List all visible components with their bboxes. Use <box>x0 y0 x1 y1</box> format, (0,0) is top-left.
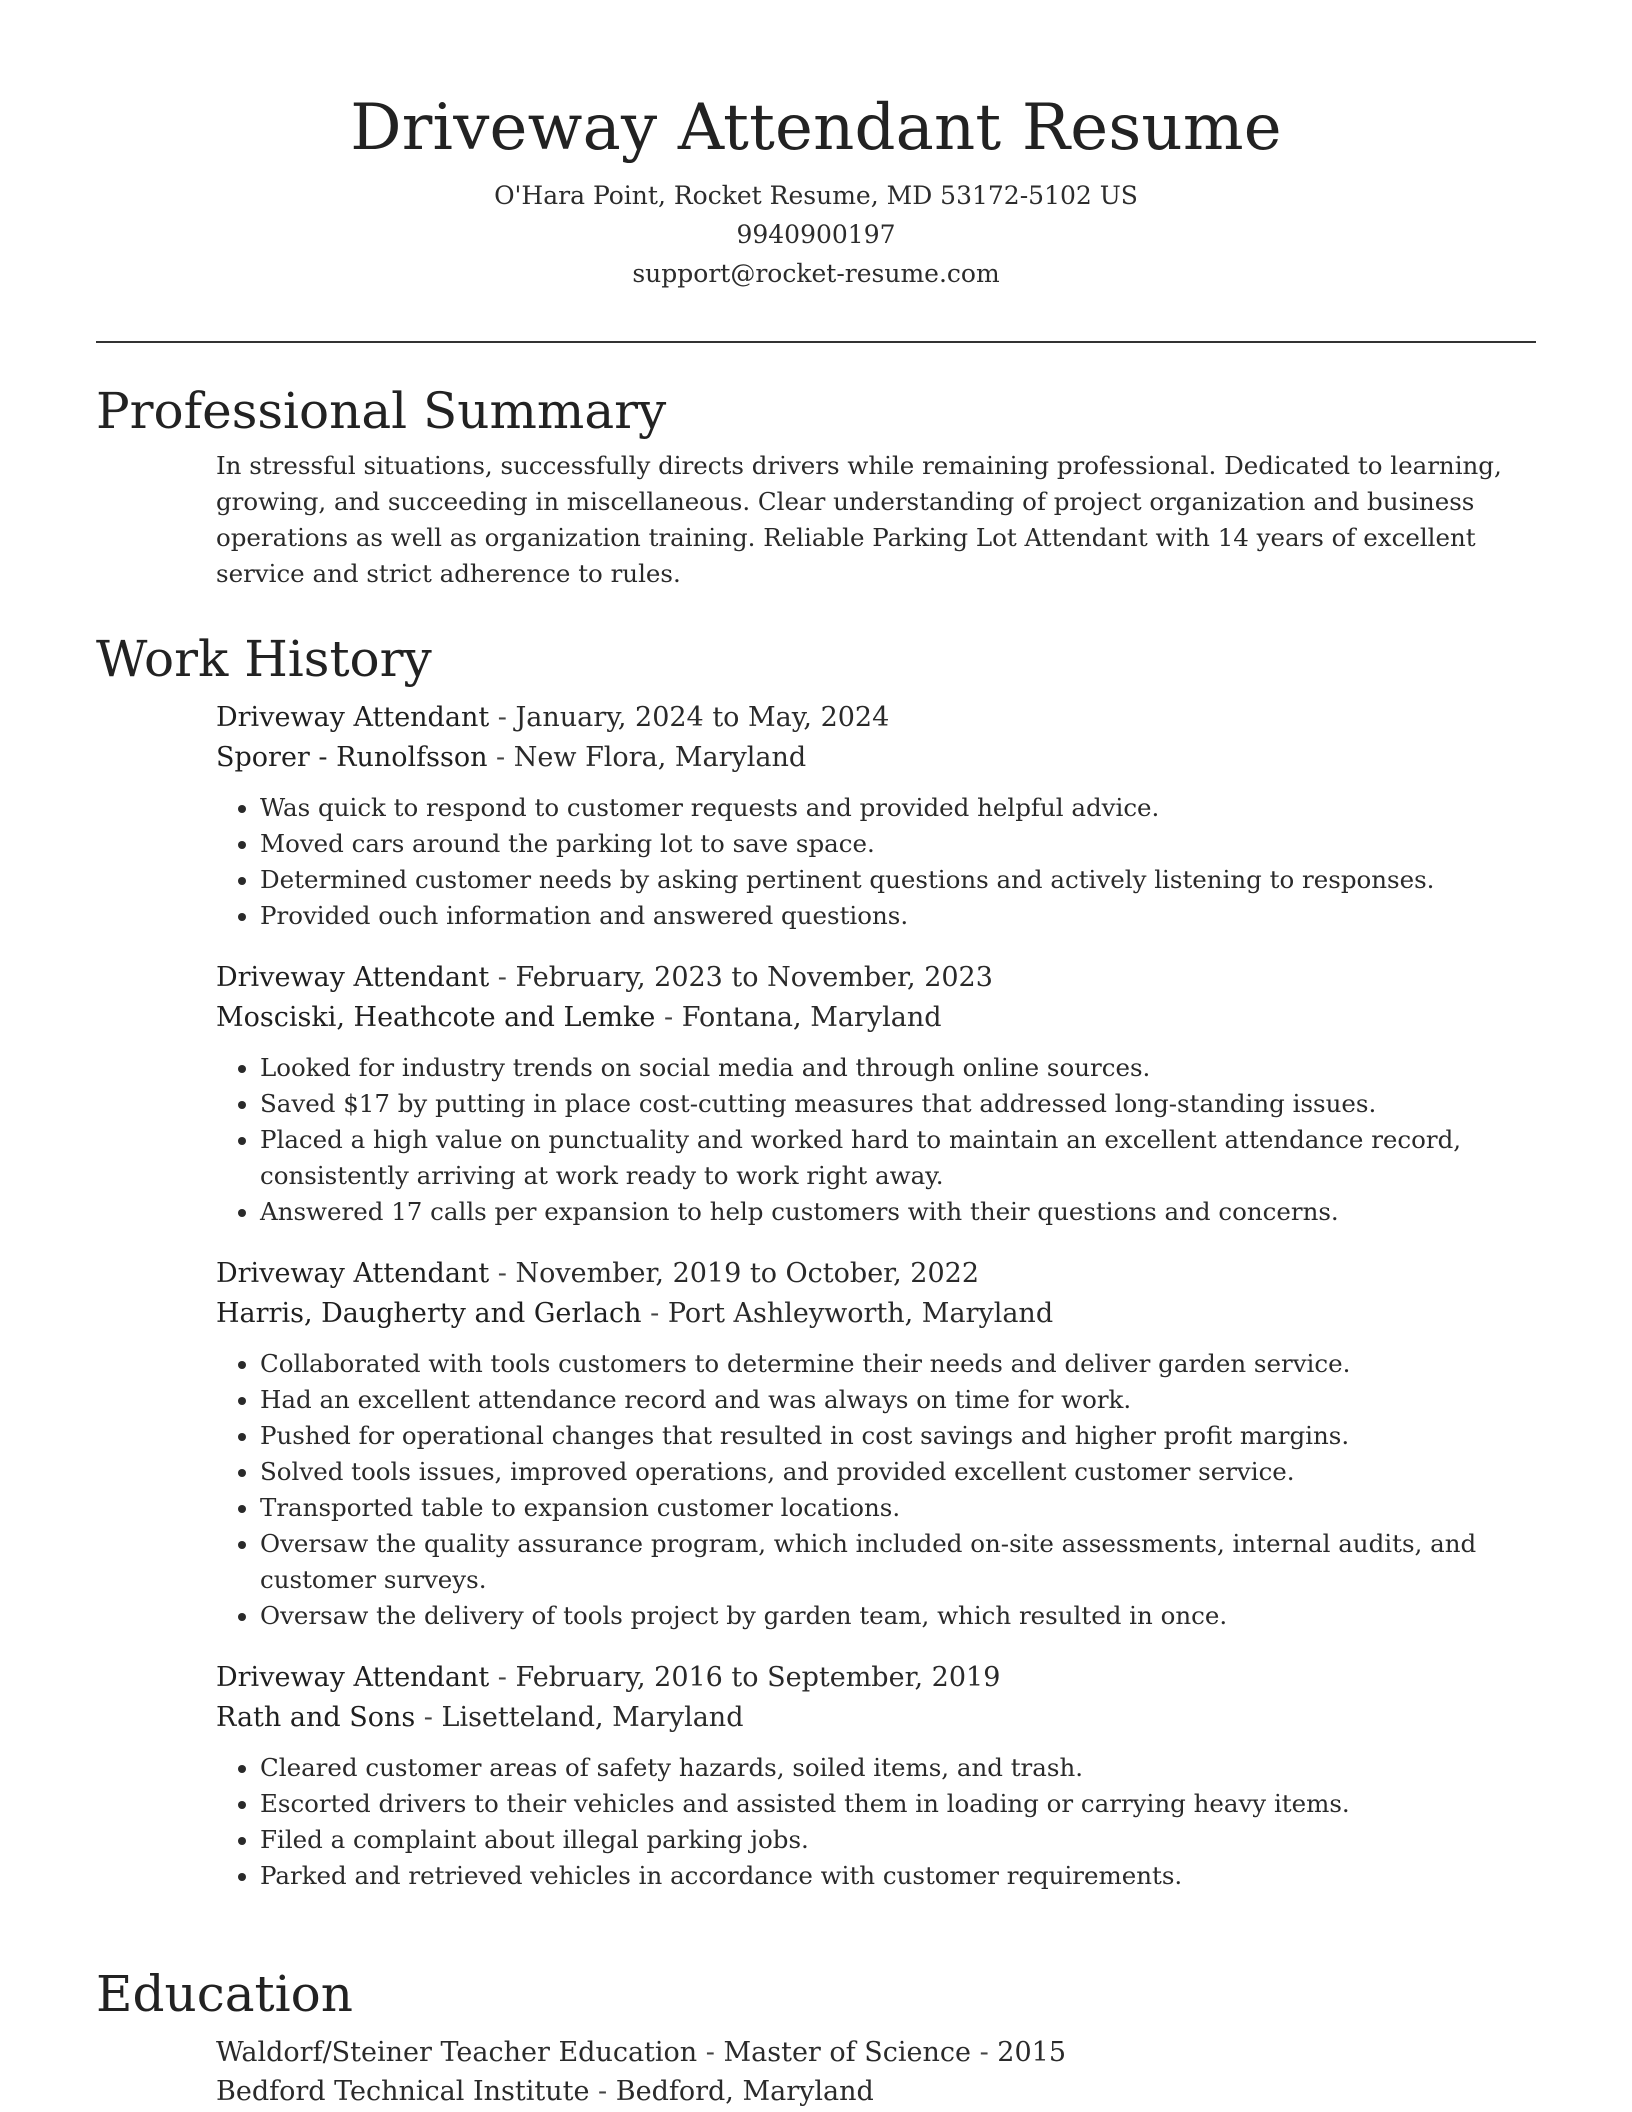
bullet-item: • Oversaw the delivery of tools project by garden team, which resulted in once. <box>260 1598 1536 1634</box>
education-section <box>96 1963 1536 2111</box>
job-employer: Rath and Sons <box>216 1702 416 1733</box>
job-title-line: Driveway Attendant - February, 2023 to November, 2023 <box>216 962 993 993</box>
resume-header <box>0 0 1632 293</box>
job-employer-line: Sporer - Runolfsson - New Flora, Maryland <box>216 742 807 773</box>
bullet-item: • Had an excellent attendance record and was always on time for work. <box>260 1382 1536 1418</box>
contact-phone: 9940900197 <box>736 220 896 249</box>
bullet-item: • Moved cars around the parking lot to save space. <box>260 826 1536 862</box>
job-employer-line: Mosciski, Heathcote and Lemke - Fontana, Maryland <box>216 1002 942 1033</box>
bullet-item: • Filed a complaint about illegal parking jobs. <box>260 1822 1536 1858</box>
job-title: Driveway Attendant <box>216 702 490 733</box>
bullet-item: • Cleared customer areas of safety hazards, soiled items, and trash. <box>260 1750 1536 1786</box>
contact-block <box>0 176 1632 293</box>
job-title: Driveway Attendant <box>216 962 490 993</box>
job-location: Lisetteland, Maryland <box>441 1702 744 1733</box>
job-entry <box>216 1658 1536 1894</box>
bullet-item: • Parked and retrieved vehicles in accordance with customer requirements. <box>260 1858 1536 1894</box>
education-year: 2015 <box>997 2037 1066 2068</box>
job-location: Port Ashleyworth, Maryland <box>667 1298 1054 1329</box>
education-program: Waldorf/Steiner Teacher Education <box>216 2037 698 2068</box>
job-bullets <box>216 790 1536 934</box>
bullet-item: • Saved $17 by putting in place cost-cutting measures that addressed long-standing issues. <box>260 1086 1536 1122</box>
education-degree: Master of Science <box>723 2037 971 2068</box>
job-entry <box>216 698 1536 934</box>
job-dates: November, 2019 to October, 2022 <box>515 1258 979 1289</box>
job-title-line: Driveway Attendant - January, 2024 to May, 2024 <box>216 702 890 733</box>
job-location: Fontana, Maryland <box>681 1002 942 1033</box>
bullet-item: • Oversaw the quality assurance program, which included on-site assessments, internal audits, and customer surveys. <box>260 1526 1536 1598</box>
bullet-item: • Solved tools issues, improved operations, and provided excellent customer service. <box>260 1454 1536 1490</box>
job-entry <box>216 1254 1536 1634</box>
job-employer: Sporer - Runolfsson <box>216 742 488 773</box>
job-bullets <box>216 1750 1536 1894</box>
job-title: Driveway Attendant <box>216 1662 490 1693</box>
job-title-line: Driveway Attendant - February, 2016 to September, 2019 <box>216 1662 1001 1693</box>
education-heading: Education <box>96 1965 353 2023</box>
contact-email: support@rocket-resume.com <box>632 259 1000 288</box>
summary-text: In stressful situations, successfully directs drivers while remaining professional. Dedicated to learning, growing, and succeeding in miscellaneous. Clear understanding of project organization and business operations as well as organization training. Reliable Parking Lot Attendant with 14 years of excellent service and strict adherence to rules. <box>216 451 1502 588</box>
summary-section <box>96 380 1536 592</box>
education-degree-line: Waldorf/Steiner Teacher Education - Master of Science - 2015 <box>216 2037 1066 2068</box>
bullet-item: • Escorted drivers to their vehicles and assisted them in loading or carrying heavy items. <box>260 1786 1536 1822</box>
job-title-line: Driveway Attendant - November, 2019 to October, 2022 <box>216 1258 979 1289</box>
resume-title: Driveway Attendant Resume <box>350 91 1282 165</box>
work-history-section <box>96 628 1536 1918</box>
education-school-line: Bedford Technical Institute - Bedford, Maryland <box>216 2076 874 2107</box>
bullet-item: • Determined customer needs by asking pertinent questions and actively listening to responses. <box>260 862 1536 898</box>
summary-heading: Professional Summary <box>96 382 667 440</box>
bullet-item: • Was quick to respond to customer requests and provided helpful advice. <box>260 790 1536 826</box>
bullet-item: • Transported table to expansion customer locations. <box>260 1490 1536 1526</box>
job-dates: February, 2016 to September, 2019 <box>515 1662 1001 1693</box>
job-employer: Mosciski, Heathcote and Lemke <box>216 1002 656 1033</box>
job-title: Driveway Attendant <box>216 1258 490 1289</box>
job-employer-line: Rath and Sons - Lisetteland, Maryland <box>216 1702 744 1733</box>
education-location: Bedford, Maryland <box>615 2076 874 2107</box>
job-bullets <box>216 1346 1536 1634</box>
bullet-item: • Provided ouch information and answered questions. <box>260 898 1536 934</box>
job-bullets <box>216 1050 1536 1230</box>
contact-address: O'Hara Point, Rocket Resume, MD 53172-5102 US <box>494 181 1138 210</box>
job-dates: February, 2023 to November, 2023 <box>515 962 993 993</box>
education-school: Bedford Technical Institute <box>216 2076 590 2107</box>
bullet-item: • Collaborated with tools customers to determine their needs and deliver garden service. <box>260 1346 1536 1382</box>
bullet-item: • Pushed for operational changes that resulted in cost savings and higher profit margins. <box>260 1418 1536 1454</box>
job-employer: Harris, Daugherty and Gerlach <box>216 1298 642 1329</box>
header-divider <box>96 341 1536 343</box>
work-history-heading: Work History <box>96 630 432 688</box>
bullet-item: • Looked for industry trends on social media and through online sources. <box>260 1050 1536 1086</box>
bullet-item: • Answered 17 calls per expansion to help customers with their questions and concerns. <box>260 1194 1536 1230</box>
job-entry <box>216 958 1536 1230</box>
job-location: New Flora, Maryland <box>513 742 807 773</box>
bullet-item: • Placed a high value on punctuality and worked hard to maintain an excellent attendance record, consistently arriving at work ready to work right away. <box>260 1122 1536 1194</box>
job-dates: January, 2024 to May, 2024 <box>515 702 890 733</box>
job-employer-line: Harris, Daugherty and Gerlach - Port Ashleyworth, Maryland <box>216 1298 1054 1329</box>
